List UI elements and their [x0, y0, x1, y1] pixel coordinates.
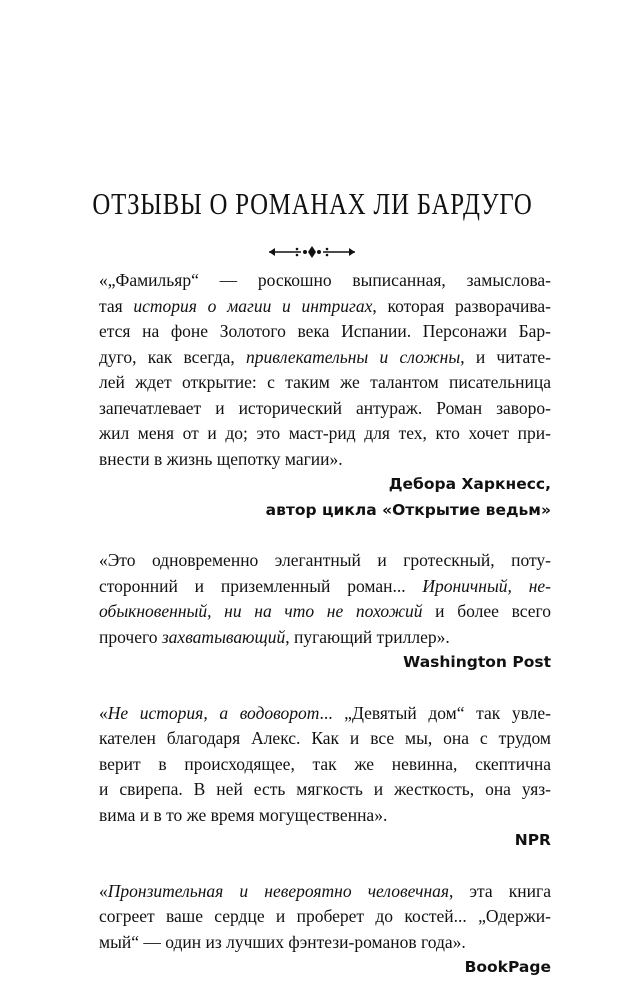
review-line [99, 752, 551, 778]
review-line [99, 701, 551, 727]
review-line [99, 447, 551, 473]
review-line [99, 777, 551, 803]
review-line [99, 726, 551, 752]
review-text: запечатлевает и исторический антураж. Роман заворо- [99, 397, 551, 418]
review-line [99, 421, 551, 447]
review-text: ется на фоне Золотого века Испании. Персонажи Бар- [99, 321, 551, 341]
review-line [99, 396, 551, 422]
review-line [99, 803, 551, 829]
review-block [99, 879, 551, 981]
review-text: внести в жизнь щепотку магии». [99, 448, 343, 469]
review-line [99, 574, 551, 600]
review-line [99, 268, 551, 294]
review-text: кателен благодаря Алекс. Как и все мы, она с трудом [99, 728, 551, 748]
review-text: лей ждет открытие: с таким же талантом писательница [99, 372, 551, 392]
review-line [99, 625, 551, 651]
review-text: прочего [99, 626, 162, 647]
review-line [99, 370, 551, 396]
page-title: ОТЗЫВЫ О РОМАНАХ ЛИ БАРДУГО [92, 186, 533, 221]
review-text: , которая разворачива- [372, 295, 551, 316]
review-text: «Это одновременно элегантный и гротескный, поту- [99, 550, 551, 570]
review-text: «„Фамильяр“ — роскошно выписанная, замыслова- [99, 270, 551, 290]
review-line [99, 319, 551, 345]
review-text: , и читате- [460, 346, 551, 367]
review-line [99, 599, 551, 625]
emphasized-text: привлекательны и сложны [245, 346, 461, 367]
review-attribution: BookPage [464, 958, 551, 976]
review-text: вима и в то же время могущественна». [99, 804, 388, 825]
emphasized-text: Пронзительная и невероятно человечная [107, 880, 450, 901]
review-text: , эта книга [449, 880, 551, 901]
review-text: верит в происходящее, так же невинна, скептична [99, 753, 551, 774]
review-line [99, 548, 551, 574]
review-text: и свирепа. В ней есть мягкость и жесткость, она уяз- [99, 779, 551, 799]
review-line [99, 294, 551, 320]
emphasized-text: Не история, а водоворот [107, 702, 320, 723]
review-line [99, 879, 551, 905]
review-attribution: NPR [514, 831, 551, 849]
review-text: и более всего [422, 601, 551, 621]
review-text: тая [99, 295, 134, 316]
review-block [99, 548, 551, 676]
review-text: дуго, как всегда, [99, 346, 246, 367]
review-text: сторонний и приземленный роман... [99, 575, 423, 596]
review-line [99, 930, 551, 956]
review-text: согреет ваше сердце и проберет до костей... „Одержи- [99, 906, 551, 926]
review-attribution: Дебора Харкнесс, [388, 475, 551, 493]
review-text: « [99, 880, 108, 901]
emphasized-text: история о магии и интригах [133, 295, 373, 316]
emphasized-text: обыкновенный, ни на что не похожий [99, 601, 423, 621]
review-text: « [99, 702, 108, 723]
emphasized-text: Ироничный, не- [422, 575, 551, 596]
review-line [99, 904, 551, 930]
reviews-list [99, 268, 551, 981]
review-attribution: Washington Post [403, 653, 551, 671]
review-attribution: автор цикла «Открытие ведьм» [265, 500, 551, 519]
review-text: ... „Девятый дом“ так увле- [319, 702, 551, 723]
ornament-divider [267, 244, 357, 260]
review-text: , пугающий триллер». [285, 626, 450, 647]
review-text: мый“ — один из лучших фэнтези-романов года». [99, 931, 466, 952]
emphasized-text: захватывающий [161, 626, 286, 647]
review-line [99, 345, 551, 371]
review-block [99, 268, 551, 523]
review-block [99, 701, 551, 854]
review-text: жил меня от и до; это маст-рид для тех, кто хочет при- [99, 423, 551, 443]
